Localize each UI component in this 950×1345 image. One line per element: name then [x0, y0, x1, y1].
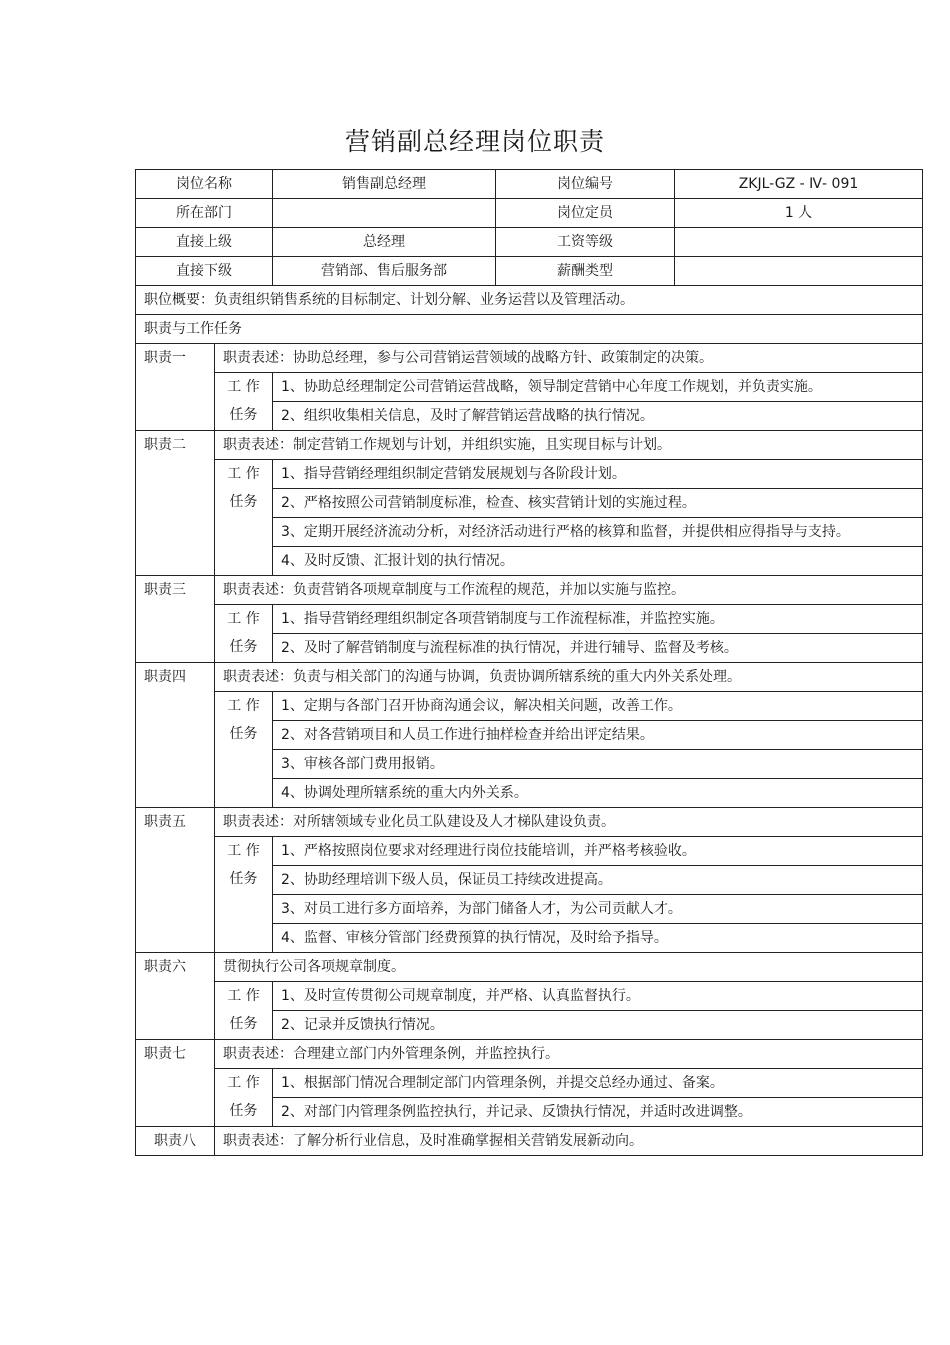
duty-name: 职责八 [136, 1127, 215, 1156]
page-title: 营销副总经理岗位职责 [344, 127, 605, 156]
duties-body [136, 344, 923, 1156]
work-task-label-line: 任务 [229, 1016, 258, 1032]
work-task-label [215, 837, 273, 953]
task-item: 1、严格按照岗位要求对经理进行岗位技能培训，并严格考核验收。 [273, 837, 923, 866]
task-row [136, 837, 923, 866]
header-row [136, 199, 923, 228]
task-row [136, 982, 923, 1011]
task-item: 2、组织收集相关信息，及时了解营销运营战略的执行情况。 [273, 402, 923, 431]
work-task-label-line: 工 作 [227, 843, 260, 859]
duty-name: 职责五 [136, 808, 215, 953]
task-item: 3、对员工进行多方面培养，为部门储备人才，为公司贡献人才。 [273, 895, 923, 924]
task-item: 4、协调处理所辖系统的重大内外关系。 [273, 779, 923, 808]
duty-description: 职责表述：协助总经理，参与公司营销运营领域的战略方针、政策制定的决策。 [215, 344, 923, 373]
duty-description: 职责表述：对所辖领域专业化员工队建设及人才梯队建设负责。 [215, 808, 923, 837]
task-row [136, 373, 923, 402]
task-item: 2、协助经理培训下级人员，保证员工持续改进提高。 [273, 866, 923, 895]
duty-name: 职责七 [136, 1040, 215, 1127]
duty-row [136, 808, 923, 837]
job-description-sheet [135, 169, 922, 1156]
position-summary: 职位概要：负责组织销售系统的目标制定、计划分解、业务运营以及管理活动。 [136, 286, 923, 315]
task-item: 2、对部门内管理条例监控执行，并记录、反馈执行情况，并适时改进调整。 [273, 1098, 923, 1127]
work-task-label-line: 工 作 [227, 988, 260, 1004]
work-task-label-line: 工 作 [227, 611, 260, 627]
duty-name: 职责一 [136, 344, 215, 431]
work-task-label [215, 373, 273, 431]
department-label: 所在部门 [136, 199, 273, 228]
summary-row [136, 286, 923, 315]
task-item: 3、定期开展经济流动分析，对经济活动进行严格的核算和监督，并提供相应得指导与支持。 [273, 518, 923, 547]
work-task-label-line: 任务 [229, 639, 258, 655]
task-item: 2、对各营销项目和人员工作进行抽样检查并给出评定结果。 [273, 721, 923, 750]
task-item: 1、协助总经理制定公司营销运营战略，领导制定营销中心年度工作规划，并负责实施。 [273, 373, 923, 402]
duty-row [136, 431, 923, 460]
work-task-label-line: 任务 [229, 407, 258, 423]
duty-name: 职责三 [136, 576, 215, 663]
duty-row [136, 663, 923, 692]
position-code-label: 岗位编号 [496, 170, 675, 199]
task-item: 4、监督、审核分管部门经费预算的执行情况，及时给予指导。 [273, 924, 923, 953]
pay-type-label: 薪酬类型 [496, 257, 675, 286]
work-task-label-line: 工 作 [227, 466, 260, 482]
duty-row [136, 1040, 923, 1069]
subordinate-label: 直接下级 [136, 257, 273, 286]
department-value [273, 199, 496, 228]
superior-value: 总经理 [273, 228, 496, 257]
work-task-label-line: 任务 [229, 726, 258, 742]
duty-row [136, 344, 923, 373]
work-task-label [215, 1069, 273, 1127]
superior-label: 直接上级 [136, 228, 273, 257]
work-task-label-line: 工 作 [227, 698, 260, 714]
header-row [136, 228, 923, 257]
task-item: 1、及时宣传贯彻公司规章制度，并严格、认真监督执行。 [273, 982, 923, 1011]
job-description-table [135, 169, 923, 1156]
task-item: 1、根据部门情况合理制定部门内管理条例，并提交总经办通过、备案。 [273, 1069, 923, 1098]
task-item: 1、定期与各部门召开协商沟通会议，解决相关问题，改善工作。 [273, 692, 923, 721]
subordinate-value: 营销部、售后服务部 [273, 257, 496, 286]
salary-grade-value [675, 228, 923, 257]
headcount-label: 岗位定员 [496, 199, 675, 228]
task-row [136, 692, 923, 721]
position-name-label: 岗位名称 [136, 170, 273, 199]
duty-row [136, 953, 923, 982]
salary-grade-label: 工资等级 [496, 228, 675, 257]
work-task-label [215, 605, 273, 663]
task-item: 3、审核各部门费用报销。 [273, 750, 923, 779]
position-name-value: 销售副总经理 [273, 170, 496, 199]
duty-description: 贯彻执行公司各项规章制度。 [215, 953, 923, 982]
task-row [136, 605, 923, 634]
work-task-label-line: 工 作 [227, 1075, 260, 1091]
headcount-value: 1 人 [675, 199, 923, 228]
duty-description: 职责表述：合理建立部门内外管理条例，并监控执行。 [215, 1040, 923, 1069]
duty-row [136, 576, 923, 605]
duty-name: 职责二 [136, 431, 215, 576]
task-item: 2、记录并反馈执行情况。 [273, 1011, 923, 1040]
section-row [136, 315, 923, 344]
task-row [136, 1069, 923, 1098]
work-task-label [215, 460, 273, 576]
position-code-value: ZKJL-GZ - Ⅳ- 091 [675, 170, 923, 199]
work-task-label-line: 工 作 [227, 379, 260, 395]
task-item: 4、及时反馈、汇报计划的执行情况。 [273, 547, 923, 576]
pay-type-value [675, 257, 923, 286]
task-item: 2、及时了解营销制度与流程标准的执行情况，并进行辅导、监督及考核。 [273, 634, 923, 663]
task-item: 1、指导营销经理组织制定营销发展规划与各阶段计划。 [273, 460, 923, 489]
duty-row [136, 1127, 923, 1156]
section-heading: 职责与工作任务 [136, 315, 923, 344]
task-item: 1、指导营销经理组织制定各项营销制度与工作流程标准，并监控实施。 [273, 605, 923, 634]
duty-description: 职责表述：了解分析行业信息，及时准确掌握相关营销发展新动向。 [215, 1127, 923, 1156]
header-row [136, 257, 923, 286]
work-task-label-line: 任务 [229, 494, 258, 510]
work-task-label-line: 任务 [229, 1103, 258, 1119]
duty-name: 职责四 [136, 663, 215, 808]
task-item: 2、严格按照公司营销制度标准，检查、核实营销计划的实施过程。 [273, 489, 923, 518]
header-row [136, 170, 923, 199]
duty-description: 职责表述：制定营销工作规划与计划，并组织实施，且实现目标与计划。 [215, 431, 923, 460]
duty-name: 职责六 [136, 953, 215, 1040]
work-task-label [215, 982, 273, 1040]
work-task-label [215, 692, 273, 808]
duty-description: 职责表述：负责与相关部门的沟通与协调，负责协调所辖系统的重大内外关系处理。 [215, 663, 923, 692]
task-row [136, 460, 923, 489]
work-task-label-line: 任务 [229, 871, 258, 887]
duty-description: 职责表述：负责营销各项规章制度与工作流程的规范，并加以实施与监控。 [215, 576, 923, 605]
